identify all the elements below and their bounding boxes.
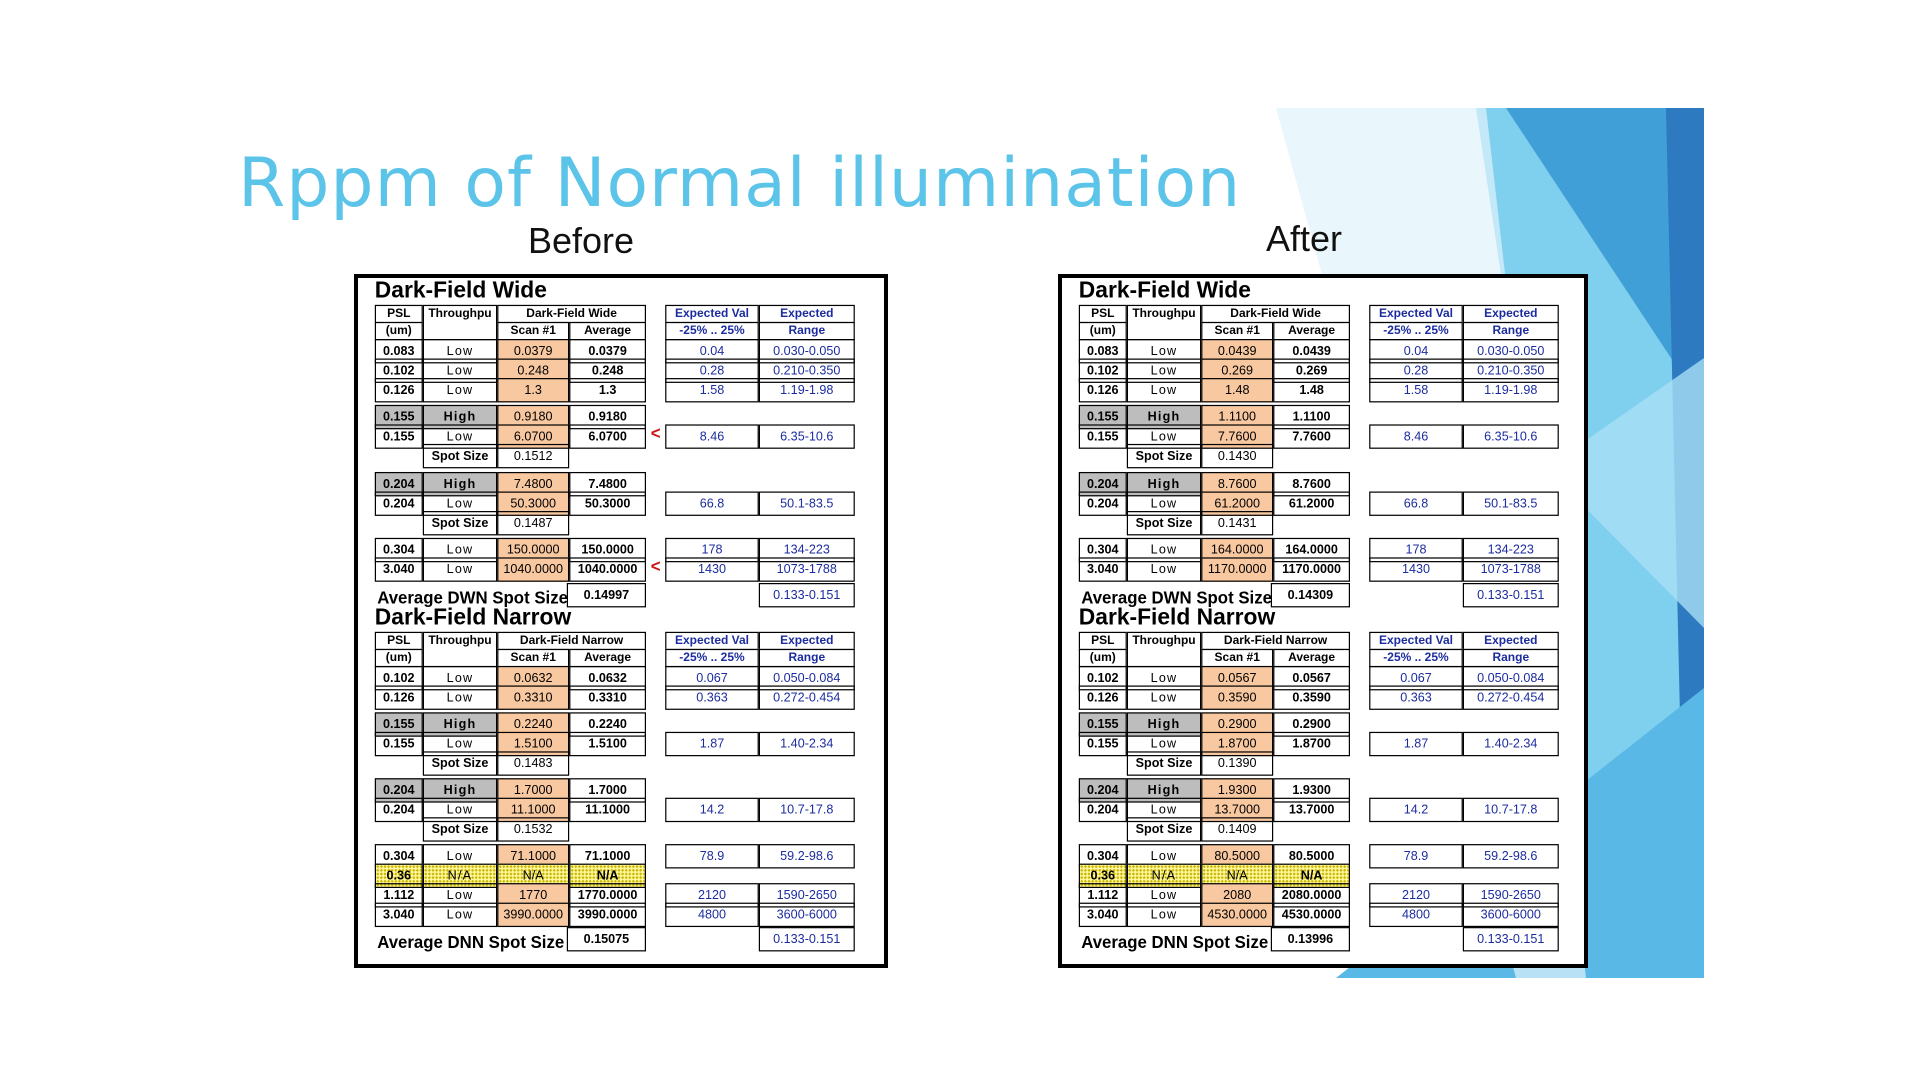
average-dnn-label: Average DNN Spot Size	[1081, 931, 1269, 952]
throughput-cell: Low	[1127, 339, 1201, 363]
header-expected: Expected	[1463, 632, 1559, 650]
scan-cell: 1170.0000	[1201, 557, 1273, 581]
throughput-cell: Low	[1127, 903, 1201, 927]
average-dnn-range: 0.133-0.151	[759, 927, 855, 951]
header-psl: PSL	[1079, 305, 1127, 323]
average-cell: 11.1000	[569, 798, 646, 822]
throughput-cell: Low	[1127, 666, 1201, 690]
average-cell: 1170.0000	[1273, 557, 1350, 581]
scan-cell: N/A	[497, 864, 569, 888]
scan-cell: 7.7600	[1201, 424, 1273, 448]
throughput-cell: Low	[423, 685, 497, 709]
expected-range-cell: 3600-6000	[759, 903, 855, 927]
header-throughput: Throughpu	[1127, 305, 1201, 340]
scan-cell: 3990.0000	[497, 903, 569, 927]
expected-range-cell: 0.272-0.454	[1463, 685, 1559, 709]
average-cell: 0.0567	[1273, 666, 1350, 690]
psl-cell: 3.040	[375, 903, 423, 927]
expected-range-cell: 0.030-0.050	[759, 339, 855, 363]
header-average: Average	[1273, 322, 1350, 340]
throughput-cell: Low	[423, 666, 497, 690]
throughput-cell: Low	[423, 883, 497, 907]
expected-range-cell: 50.1-83.5	[759, 492, 855, 516]
section-title-dfw: Dark-Field Wide	[374, 278, 547, 304]
average-cell: 0.9180	[569, 405, 646, 429]
spot-size-value: 0.1483	[497, 751, 569, 775]
expected-range-cell: 1073-1788	[759, 557, 855, 581]
scan-cell: 1040.0000	[497, 557, 569, 581]
expected-range-cell: 3600-6000	[1463, 903, 1559, 927]
scan-cell: 1.9300	[1201, 778, 1273, 802]
header-group: Dark-Field Narrow	[1201, 632, 1350, 650]
throughput-cell: Low	[1127, 359, 1201, 383]
throughput-cell: Low	[1127, 798, 1201, 822]
average-cell: 8.7600	[1273, 472, 1350, 496]
expected-value-cell: 78.9	[665, 844, 759, 868]
header-um: (um)	[375, 322, 423, 340]
header-throughput: Throughpu	[423, 632, 497, 667]
expected-value-cell: 0.04	[665, 339, 759, 363]
average-cell: 0.248	[569, 359, 646, 383]
throughput-cell: High	[423, 778, 497, 802]
spot-size-label: Spot Size	[1127, 444, 1201, 468]
average-cell: 1.3	[569, 378, 646, 402]
scan-cell: 150.0000	[497, 538, 569, 562]
expected-range-cell: 1.40-2.34	[759, 732, 855, 756]
scan-cell: 1.8700	[1201, 732, 1273, 756]
expected-range-cell: 10.7-17.8	[1463, 798, 1559, 822]
section-title-dfn: Dark-Field Narrow	[374, 604, 572, 631]
expected-value-cell: 14.2	[1369, 798, 1463, 822]
header-range: Range	[1463, 322, 1559, 340]
spot-size-value: 0.1532	[497, 817, 569, 841]
expected-value-cell: 14.2	[665, 798, 759, 822]
throughput-cell: Low	[423, 378, 497, 402]
scan-cell: 0.248	[497, 359, 569, 383]
average-cell: 80.5000	[1273, 844, 1350, 868]
psl-cell: 0.083	[375, 339, 423, 363]
header-expected: Expected	[1463, 305, 1559, 323]
header-pct: -25% .. 25%	[1369, 649, 1463, 667]
header-group: Dark-Field Wide	[1201, 305, 1350, 323]
header-expected: Expected	[759, 305, 855, 323]
expected-value-cell: 0.04	[1369, 339, 1463, 363]
average-cell: 1.8700	[1273, 732, 1350, 756]
psl-cell: 0.204	[1079, 798, 1127, 822]
expected-value-cell: 0.28	[665, 359, 759, 383]
expected-range-cell: 1.19-1.98	[759, 378, 855, 402]
expected-range-cell: 0.210-0.350	[1463, 359, 1559, 383]
average-dwn-range: 0.133-0.151	[1463, 583, 1559, 607]
average-dnn-value: 0.13996	[1271, 927, 1350, 951]
scan-cell: 50.3000	[497, 492, 569, 516]
expected-range-cell: 0.272-0.454	[759, 685, 855, 709]
expected-range-cell: 1590-2650	[1463, 883, 1559, 907]
psl-cell: 1.112	[375, 883, 423, 907]
spot-size-value: 0.1409	[1201, 817, 1273, 841]
expected-range-cell: 1590-2650	[759, 883, 855, 907]
average-cell: 0.2240	[569, 712, 646, 736]
psl-cell: 0.304	[1079, 844, 1127, 868]
expected-value-cell: 0.067	[1369, 666, 1463, 690]
average-cell: 71.1000	[569, 844, 646, 868]
expected-range-cell: 10.7-17.8	[759, 798, 855, 822]
scan-cell: 0.0439	[1201, 339, 1273, 363]
header-um: (um)	[375, 649, 423, 667]
throughput-cell: Low	[1127, 492, 1201, 516]
psl-cell: 0.304	[375, 538, 423, 562]
psl-cell: 0.204	[375, 778, 423, 802]
scan-cell: 1770	[497, 883, 569, 907]
psl-cell: 0.155	[375, 424, 423, 448]
expected-value-cell: 4800	[665, 903, 759, 927]
throughput-cell: Low	[423, 339, 497, 363]
psl-cell: 0.304	[375, 844, 423, 868]
scan-cell: 11.1000	[497, 798, 569, 822]
throughput-cell: Low	[423, 424, 497, 448]
expected-range-cell: 59.2-98.6	[759, 844, 855, 868]
expected-value-cell: 2120	[1369, 883, 1463, 907]
spot-size-label: Spot Size	[423, 444, 497, 468]
scan-cell: N/A	[1201, 864, 1273, 888]
header-range: Range	[759, 322, 855, 340]
scan-cell: 1.48	[1201, 378, 1273, 402]
expected-value-cell: 0.363	[1369, 685, 1463, 709]
slide	[186, 108, 1704, 978]
psl-cell: 0.155	[375, 712, 423, 736]
psl-cell: 0.204	[375, 798, 423, 822]
psl-cell: 0.155	[1079, 405, 1127, 429]
psl-cell: 0.155	[375, 405, 423, 429]
expected-value-cell: 0.363	[665, 685, 759, 709]
header-range: Range	[1463, 649, 1559, 667]
average-cell: 0.2900	[1273, 712, 1350, 736]
spot-size-value: 0.1431	[1201, 511, 1273, 535]
scan-cell: 80.5000	[1201, 844, 1273, 868]
header-average: Average	[569, 322, 646, 340]
header-group: Dark-Field Narrow	[497, 632, 646, 650]
scan-cell: 61.2000	[1201, 492, 1273, 516]
header-pct: -25% .. 25%	[665, 649, 759, 667]
throughput-cell: Low	[1127, 557, 1201, 581]
average-cell: 1.48	[1273, 378, 1350, 402]
scan-cell: 0.0567	[1201, 666, 1273, 690]
throughput-cell: Low	[423, 844, 497, 868]
average-dnn-label: Average DNN Spot Size	[377, 931, 565, 952]
average-cell: N/A	[1273, 864, 1350, 888]
header-expected-val: Expected Val	[1369, 305, 1463, 323]
average-dwn-range: 0.133-0.151	[759, 583, 855, 607]
psl-cell: 0.304	[1079, 538, 1127, 562]
psl-cell: 0.126	[1079, 685, 1127, 709]
expected-range-cell: 0.210-0.350	[759, 359, 855, 383]
header-pct: -25% .. 25%	[665, 322, 759, 340]
scan-cell: 0.0632	[497, 666, 569, 690]
header-scan: Scan #1	[497, 649, 569, 667]
scan-cell: 0.2240	[497, 712, 569, 736]
average-cell: 0.269	[1273, 359, 1350, 383]
throughput-cell: Low	[1127, 844, 1201, 868]
throughput-cell: Low	[423, 359, 497, 383]
spot-size-value: 0.1512	[497, 444, 569, 468]
average-cell: 0.3310	[569, 685, 646, 709]
spot-size-value: 0.1430	[1201, 444, 1273, 468]
expected-range-cell: 59.2-98.6	[1463, 844, 1559, 868]
average-cell: 0.0632	[569, 666, 646, 690]
scan-cell: 2080	[1201, 883, 1273, 907]
scan-cell: 0.269	[1201, 359, 1273, 383]
header-throughput: Throughpu	[423, 305, 497, 340]
psl-cell: 3.040	[375, 557, 423, 581]
expected-range-cell: 0.050-0.084	[759, 666, 855, 690]
throughput-cell: Low	[1127, 732, 1201, 756]
spot-size-label: Spot Size	[423, 511, 497, 535]
psl-cell: 0.204	[1079, 778, 1127, 802]
header-scan: Scan #1	[497, 322, 569, 340]
expected-range-cell: 1.19-1.98	[1463, 378, 1559, 402]
throughput-cell: N/A	[1127, 864, 1201, 888]
spot-size-value: 0.1487	[497, 511, 569, 535]
throughput-cell: Low	[423, 903, 497, 927]
scan-cell: 1.1100	[1201, 405, 1273, 429]
header-range: Range	[759, 649, 855, 667]
psl-cell: 0.155	[1079, 712, 1127, 736]
psl-cell: 1.112	[1079, 883, 1127, 907]
average-cell: 3990.0000	[569, 903, 646, 927]
average-cell: 0.0439	[1273, 339, 1350, 363]
psl-cell: 0.126	[1079, 378, 1127, 402]
spot-size-value: 0.1390	[1201, 751, 1273, 775]
scan-cell: 6.0700	[497, 424, 569, 448]
average-cell: 0.3590	[1273, 685, 1350, 709]
throughput-cell: High	[1127, 405, 1201, 429]
psl-cell: 0.204	[375, 492, 423, 516]
expected-value-cell: 178	[1369, 538, 1463, 562]
expected-value-cell: 0.067	[665, 666, 759, 690]
throughput-cell: High	[423, 405, 497, 429]
expected-range-cell: 0.050-0.084	[1463, 666, 1559, 690]
scan-cell: 7.4800	[497, 472, 569, 496]
expected-value-cell: 1.87	[1369, 732, 1463, 756]
scan-cell: 0.0379	[497, 339, 569, 363]
header-scan: Scan #1	[1201, 322, 1273, 340]
header-average: Average	[1273, 649, 1350, 667]
header-psl: PSL	[375, 305, 423, 323]
average-cell: 1770.0000	[569, 883, 646, 907]
header-throughput: Throughpu	[1127, 632, 1201, 667]
header-expected-val: Expected Val	[665, 305, 759, 323]
header-psl: PSL	[375, 632, 423, 650]
expected-value-cell: 1.58	[1369, 378, 1463, 402]
scan-cell: 164.0000	[1201, 538, 1273, 562]
expected-value-cell: 178	[665, 538, 759, 562]
header-pct: -25% .. 25%	[1369, 322, 1463, 340]
psl-cell: 0.102	[1079, 666, 1127, 690]
scan-cell: 13.7000	[1201, 798, 1273, 822]
psl-cell: 0.126	[375, 378, 423, 402]
psl-cell: 0.155	[1079, 424, 1127, 448]
throughput-cell: Low	[1127, 685, 1201, 709]
expected-value-cell: 0.28	[1369, 359, 1463, 383]
psl-cell: 0.083	[1079, 339, 1127, 363]
average-cell: 61.2000	[1273, 492, 1350, 516]
throughput-cell: High	[423, 712, 497, 736]
table-content	[1062, 278, 1578, 961]
header-scan: Scan #1	[1201, 649, 1273, 667]
after-table-panel	[1058, 274, 1588, 968]
psl-cell: 0.36	[375, 864, 423, 888]
arrow-marker: <	[650, 423, 661, 443]
expected-range-cell: 50.1-83.5	[1463, 492, 1559, 516]
expected-value-cell: 66.8	[1369, 492, 1463, 516]
scan-cell: 71.1000	[497, 844, 569, 868]
scan-cell: 1.5100	[497, 732, 569, 756]
throughput-cell: High	[423, 472, 497, 496]
header-um: (um)	[1079, 649, 1127, 667]
average-cell: 1.9300	[1273, 778, 1350, 802]
expected-range-cell: 134-223	[1463, 538, 1559, 562]
average-dwn-label: Average DWN Spot Size	[1081, 587, 1272, 608]
average-cell: 4530.0000	[1273, 903, 1350, 927]
scan-cell: 8.7600	[1201, 472, 1273, 496]
section-title-dfw: Dark-Field Wide	[1078, 278, 1251, 304]
section-title-dfn: Dark-Field Narrow	[1078, 604, 1276, 631]
expected-range-cell: 6.35-10.6	[1463, 424, 1559, 448]
throughput-cell: Low	[1127, 424, 1201, 448]
scan-cell: 1.7000	[497, 778, 569, 802]
psl-cell: 0.204	[1079, 492, 1127, 516]
throughput-cell: Low	[423, 557, 497, 581]
expected-value-cell: 2120	[665, 883, 759, 907]
average-dnn-range: 0.133-0.151	[1463, 927, 1559, 951]
arrow-marker: <	[650, 556, 661, 576]
throughput-cell: Low	[1127, 538, 1201, 562]
throughput-cell: Low	[1127, 378, 1201, 402]
expected-value-cell: 1.58	[665, 378, 759, 402]
throughput-cell: N/A	[423, 864, 497, 888]
average-cell: 13.7000	[1273, 798, 1350, 822]
scan-cell: 4530.0000	[1201, 903, 1273, 927]
expected-value-cell: 8.46	[1369, 424, 1463, 448]
average-cell: N/A	[569, 864, 646, 888]
psl-cell: 0.102	[375, 666, 423, 690]
psl-cell: 3.040	[1079, 557, 1127, 581]
average-cell: 0.0379	[569, 339, 646, 363]
psl-cell: 0.36	[1079, 864, 1127, 888]
spot-size-label: Spot Size	[423, 751, 497, 775]
spot-size-label: Spot Size	[1127, 817, 1201, 841]
average-cell: 1040.0000	[569, 557, 646, 581]
expected-value-cell: 66.8	[665, 492, 759, 516]
average-cell: 1.1100	[1273, 405, 1350, 429]
expected-range-cell: 134-223	[759, 538, 855, 562]
throughput-cell: Low	[423, 538, 497, 562]
expected-value-cell: 8.46	[665, 424, 759, 448]
psl-cell: 0.102	[1079, 359, 1127, 383]
throughput-cell: High	[1127, 778, 1201, 802]
average-dwn-label: Average DWN Spot Size	[377, 587, 568, 608]
header-group: Dark-Field Wide	[497, 305, 646, 323]
slide-title: Rppm of Normal illumination	[238, 144, 1242, 223]
psl-cell: 0.126	[375, 685, 423, 709]
expected-value-cell: 1430	[665, 557, 759, 581]
throughput-cell: High	[1127, 472, 1201, 496]
expected-range-cell: 1.40-2.34	[1463, 732, 1559, 756]
throughput-cell: Low	[1127, 883, 1201, 907]
header-expected-val: Expected Val	[665, 632, 759, 650]
header-expected-val: Expected Val	[1369, 632, 1463, 650]
expected-range-cell: 1073-1788	[1463, 557, 1559, 581]
scan-cell: 1.3	[497, 378, 569, 402]
table-content	[358, 278, 874, 961]
average-cell: 150.0000	[569, 538, 646, 562]
header-expected: Expected	[759, 632, 855, 650]
average-cell: 164.0000	[1273, 538, 1350, 562]
throughput-cell: Low	[423, 492, 497, 516]
average-dwn-value: 0.14997	[567, 583, 646, 607]
spot-size-label: Spot Size	[423, 817, 497, 841]
psl-cell: 0.155	[375, 732, 423, 756]
psl-cell: 0.204	[1079, 472, 1127, 496]
scan-cell: 0.3590	[1201, 685, 1273, 709]
before-heading: Before	[528, 220, 635, 261]
scan-cell: 0.3310	[497, 685, 569, 709]
psl-cell: 3.040	[1079, 903, 1127, 927]
average-cell: 7.7600	[1273, 424, 1350, 448]
psl-cell: 0.204	[375, 472, 423, 496]
expected-value-cell: 1430	[1369, 557, 1463, 581]
average-cell: 2080.0000	[1273, 883, 1350, 907]
before-table-panel	[354, 274, 888, 968]
expected-value-cell: 78.9	[1369, 844, 1463, 868]
header-um: (um)	[1079, 322, 1127, 340]
spot-size-label: Spot Size	[1127, 751, 1201, 775]
expected-range-cell: 0.030-0.050	[1463, 339, 1559, 363]
header-psl: PSL	[1079, 632, 1127, 650]
psl-cell: 0.155	[1079, 732, 1127, 756]
average-cell: 1.5100	[569, 732, 646, 756]
average-cell: 7.4800	[569, 472, 646, 496]
scan-cell: 0.9180	[497, 405, 569, 429]
average-cell: 1.7000	[569, 778, 646, 802]
throughput-cell: Low	[423, 732, 497, 756]
after-heading: After	[1266, 218, 1343, 259]
throughput-cell: Low	[423, 798, 497, 822]
expected-value-cell: 1.87	[665, 732, 759, 756]
scan-cell: 0.2900	[1201, 712, 1273, 736]
header-average: Average	[569, 649, 646, 667]
average-dnn-value: 0.15075	[567, 927, 646, 951]
average-cell: 6.0700	[569, 424, 646, 448]
psl-cell: 0.102	[375, 359, 423, 383]
throughput-cell: High	[1127, 712, 1201, 736]
spot-size-label: Spot Size	[1127, 511, 1201, 535]
expected-value-cell: 4800	[1369, 903, 1463, 927]
average-dwn-value: 0.14309	[1271, 583, 1350, 607]
average-cell: 50.3000	[569, 492, 646, 516]
expected-range-cell: 6.35-10.6	[759, 424, 855, 448]
